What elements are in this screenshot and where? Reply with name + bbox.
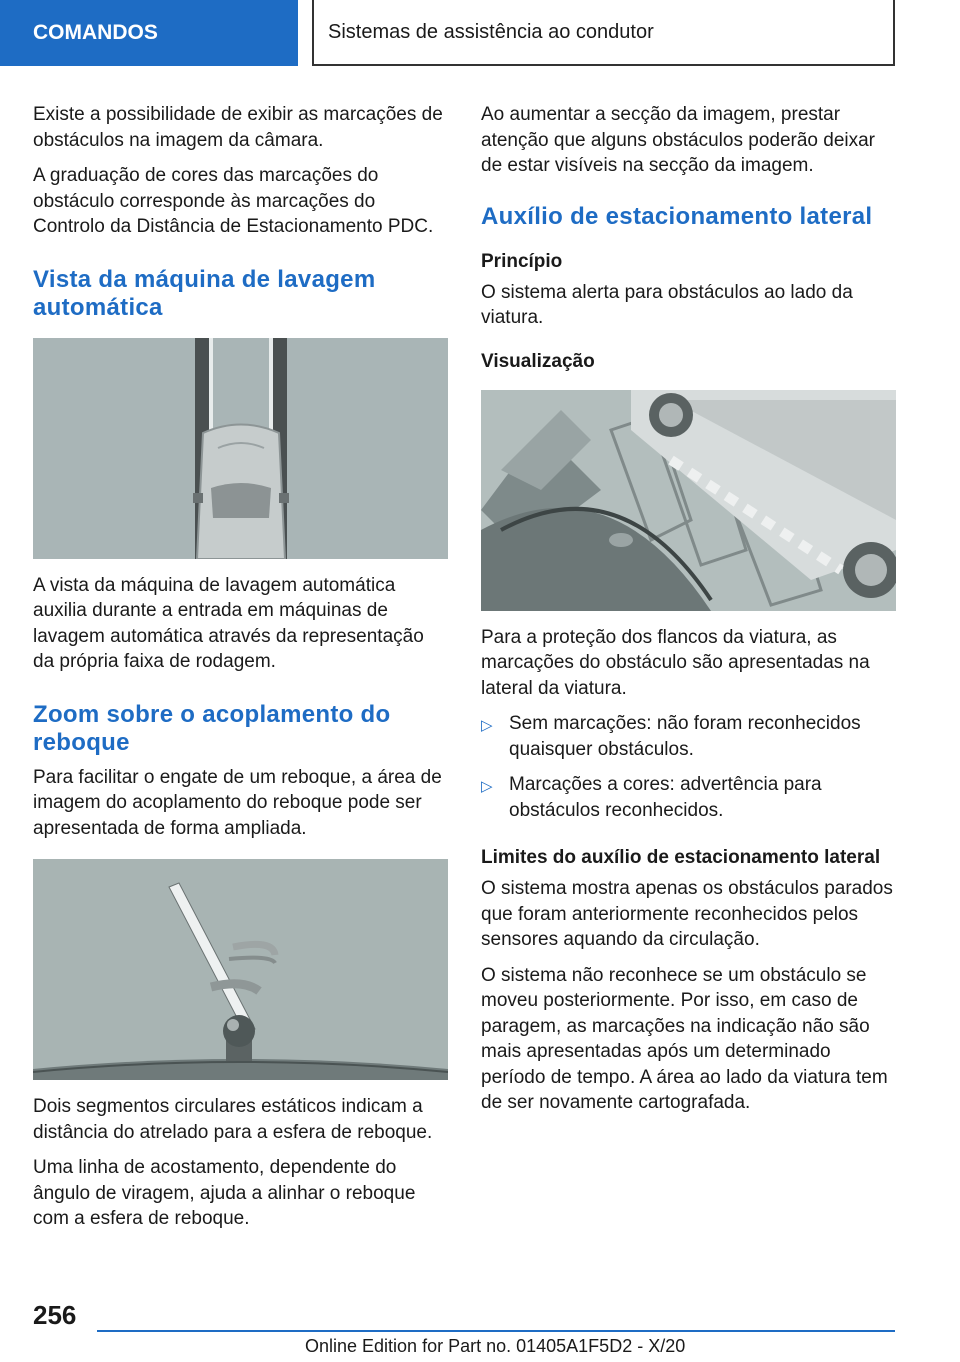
list-item <box>481 772 897 823</box>
paragraph: O sistema alerta para obstáculos ao lado da viatura. <box>481 281 853 328</box>
section-tab <box>0 0 298 66</box>
paragraph: Uma linha de acostamento, dependente do ângulo de viragem, ajuda a alinhar o reboque com a esfera de reboque. <box>33 1157 416 1229</box>
paragraph: A graduação de cores das marcações do obstáculo corresponde às marcações do Controlo da Distância de Estacionamento PDC. <box>33 165 434 237</box>
list-item-text: Marcações a cores: advertência para obstáculos reconhecidos. <box>509 774 822 821</box>
section-title: COMANDOS <box>33 21 158 44</box>
left-column <box>33 102 449 1242</box>
triangle-right-icon: ▷ <box>481 717 493 734</box>
right-column <box>481 102 897 1126</box>
heading-principle: Princípio <box>481 250 563 272</box>
heading-display: Visualização <box>481 350 595 372</box>
chapter-title: Sistemas de assistência ao condutor <box>328 20 654 43</box>
side-parking-display-image <box>481 390 896 611</box>
paragraph: O sistema mostra apenas os obstáculos parados que foram anteriormente reconhecidos pelos sensores aquando da circulação. <box>481 878 893 950</box>
car-wash-view-image <box>33 338 448 559</box>
footer-divider <box>97 1330 895 1332</box>
list-item <box>481 711 897 762</box>
heading-side-parking: Auxílio de estacionamento lateral <box>481 202 873 230</box>
paragraph: Existe a possibilidade de exibir as marcações de obstáculos na imagem da câmara. <box>33 104 443 151</box>
paragraph: Ao aumentar a secção da imagem, prestar atenção que alguns obstáculos poderão deixar de estar visíveis na secção da imagem. <box>481 104 876 176</box>
footer-edition: Online Edition for Part no. 01405A1F5D2 - X/20 <box>305 1336 686 1356</box>
heading-limits: Limites do auxílio de estacionamento lateral <box>481 847 881 868</box>
heading-wash-view: Vista da máquina de lavagem automática <box>33 265 376 321</box>
paragraph: O sistema não reconhece se um obstáculo se moveu posteriormente. Por isso, em caso de paragem, as marcações na indicação não são mais apresentadas após um determinado período de tempo. A área ao lado da viatura tem de ser novamente cartografada. <box>481 964 888 1113</box>
paragraph: Para a proteção dos flancos da viatura, as marcações do obstáculo são apresentadas na lateral da viatura. <box>481 626 870 699</box>
chapter-tab <box>312 0 895 66</box>
page-number: 256 <box>33 1300 77 1330</box>
paragraph: Para facilitar o engate de um reboque, a área de imagem do acoplamento do reboque pode ser apresentada de forma ampliada. <box>33 766 442 839</box>
marking-list <box>481 711 897 823</box>
list-item-text: Sem marcações: não foram reconhecidos quaisquer obstáculos. <box>509 713 861 760</box>
paragraph: Dois segmentos circulares estáticos indicam a distância do atrelado para a esfera de reboque. <box>33 1096 433 1143</box>
triangle-right-icon: ▷ <box>481 778 493 795</box>
paragraph: A vista da máquina de lavagem automática auxilia durante a entrada em máquinas de lavagem automática através da representação da própria faixa de rodagem. <box>33 574 424 672</box>
trailer-hitch-zoom-image <box>33 859 448 1080</box>
heading-trailer-zoom: Zoom sobre o acoplamento do reboque <box>33 700 391 756</box>
